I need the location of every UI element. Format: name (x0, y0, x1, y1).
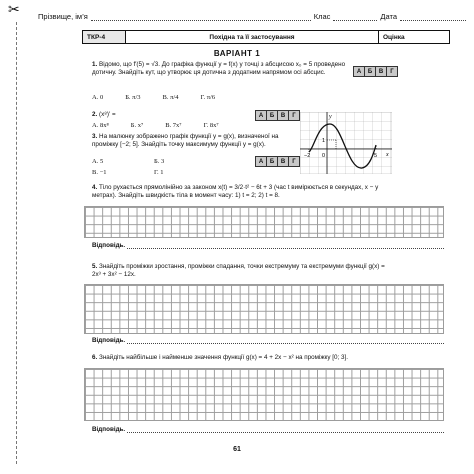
option: А. 8x⁸ (92, 122, 109, 129)
question-text: Знайдіть проміжки зростання, проміжки спадання, точки екстремуму та екстремуми функції g(x) = 2x³ + 3x² − 12x. (92, 263, 385, 279)
surname-field[interactable] (91, 13, 311, 21)
answer-boxes-q2 (256, 110, 300, 121)
answer-field[interactable] (127, 426, 444, 433)
question-number: 1. (92, 61, 98, 68)
class-field[interactable] (333, 13, 377, 21)
answer-boxes-q3 (256, 156, 300, 167)
question-number: 4. (92, 184, 98, 191)
test-header (82, 30, 450, 44)
date-field[interactable] (400, 13, 466, 21)
option: А. 5 (92, 158, 104, 165)
tick-label: 1 (322, 138, 326, 144)
grade-label: Оцінка (383, 33, 405, 41)
answer-line-q4 (92, 242, 444, 249)
cut-line (16, 22, 17, 464)
answer-label: Відповідь. (92, 242, 126, 249)
answer-box-a[interactable]: А (255, 110, 267, 121)
option: Г. 8x⁷ (203, 122, 219, 129)
variant-title: ВАРІАНТ 1 (213, 49, 261, 58)
options-q1 (92, 94, 237, 101)
options-q3a (92, 158, 186, 165)
answer-field[interactable] (127, 242, 444, 249)
answer-box-v[interactable]: В (277, 156, 289, 167)
answer-line-q5 (92, 337, 444, 344)
test-title: Похідна та її застосування (126, 31, 379, 43)
question-number: 6. (92, 354, 98, 361)
date-label: Дата (380, 12, 398, 21)
option: В. π/4 (162, 94, 179, 101)
class-label: Клас (313, 12, 331, 21)
answer-box-b[interactable]: Б (266, 156, 278, 167)
student-info-line (38, 12, 466, 21)
question-text: Знайдіть найбільше і найменше значення функції g(x) = 4 + 2x − x² на проміжку [0; 3]. (99, 354, 349, 361)
option: Б. x⁷ (130, 122, 144, 129)
test-code: ТКР-4 (83, 31, 126, 43)
option: Г. 1 (154, 169, 164, 176)
page-number: 61 (233, 446, 241, 453)
options-q2 (92, 122, 241, 129)
question-5 (92, 263, 388, 279)
question-number: 5. (92, 263, 98, 270)
option: Б. 3 (154, 158, 165, 165)
answer-box-g[interactable]: Г (288, 156, 300, 167)
question-6 (92, 354, 392, 362)
question-2 (92, 111, 116, 119)
answer-box-a[interactable]: А (255, 156, 267, 167)
question-text: Відомо, що f′(5) = √3. До графіка функції y = f(x) у точці з абсцисою x₀ = 5 проведено дотичну. Знайдіть кут, що утворює ця дотична з додатним напрямом осі абсцис. (92, 61, 346, 77)
question-3 (92, 133, 292, 149)
options-q3b (92, 169, 186, 176)
work-grid-q4[interactable] (84, 206, 444, 238)
answer-box-v[interactable]: В (375, 66, 387, 77)
question-number: 2. (92, 111, 98, 118)
function-graph (300, 112, 392, 174)
question-number: 3. (92, 133, 98, 140)
answer-box-g[interactable]: Г (288, 110, 300, 121)
answer-label: Відповідь. (92, 337, 126, 344)
answer-box-g[interactable]: Г (386, 66, 398, 77)
option: В. −1 (92, 169, 107, 176)
tick-label: 5 (374, 153, 378, 159)
tick-label: −2 (304, 153, 311, 159)
work-grid-q6[interactable] (84, 368, 444, 421)
answer-line-q6 (92, 426, 444, 433)
answer-field[interactable] (127, 337, 444, 344)
tick-label: 0 (322, 153, 326, 159)
option: Б. π/3 (125, 94, 141, 101)
y-axis-label: y (329, 114, 332, 120)
question-text: Тіло рухається прямолінійно за законом x(t) = 3/2·t² − 6t + 3 (час t вимірюється в секундах, x − у метрах). Знайдіть швидкість тіла в момент часу: 1) t = 2; 2) t = 8. (92, 184, 379, 200)
question-text: (x⁸)′ = (99, 111, 116, 118)
answer-box-v[interactable]: В (277, 110, 289, 121)
x-axis-label: x (386, 152, 389, 158)
answer-label: Відповідь. (92, 426, 126, 433)
answer-box-a[interactable]: А (353, 66, 365, 77)
question-text: На малюнку зображено графік функції y = g(x), визначеної на проміжку [−2; 5]. Знайдіть точку максимуму функції y = g(x). (92, 133, 279, 149)
answer-box-b[interactable]: Б (364, 66, 376, 77)
grade-box (379, 31, 449, 43)
scissors-icon: ✂ (8, 3, 20, 18)
answer-box-b[interactable]: Б (266, 110, 278, 121)
option: Г. π/6 (200, 94, 216, 101)
work-grid-q5[interactable] (84, 284, 444, 334)
question-1 (92, 61, 346, 77)
option: В. 7x⁷ (165, 122, 182, 129)
answer-boxes-q1 (354, 66, 398, 77)
option: А. 0 (92, 94, 104, 101)
question-4 (92, 184, 388, 200)
surname-label: Прізвище, ім’я (38, 12, 88, 21)
